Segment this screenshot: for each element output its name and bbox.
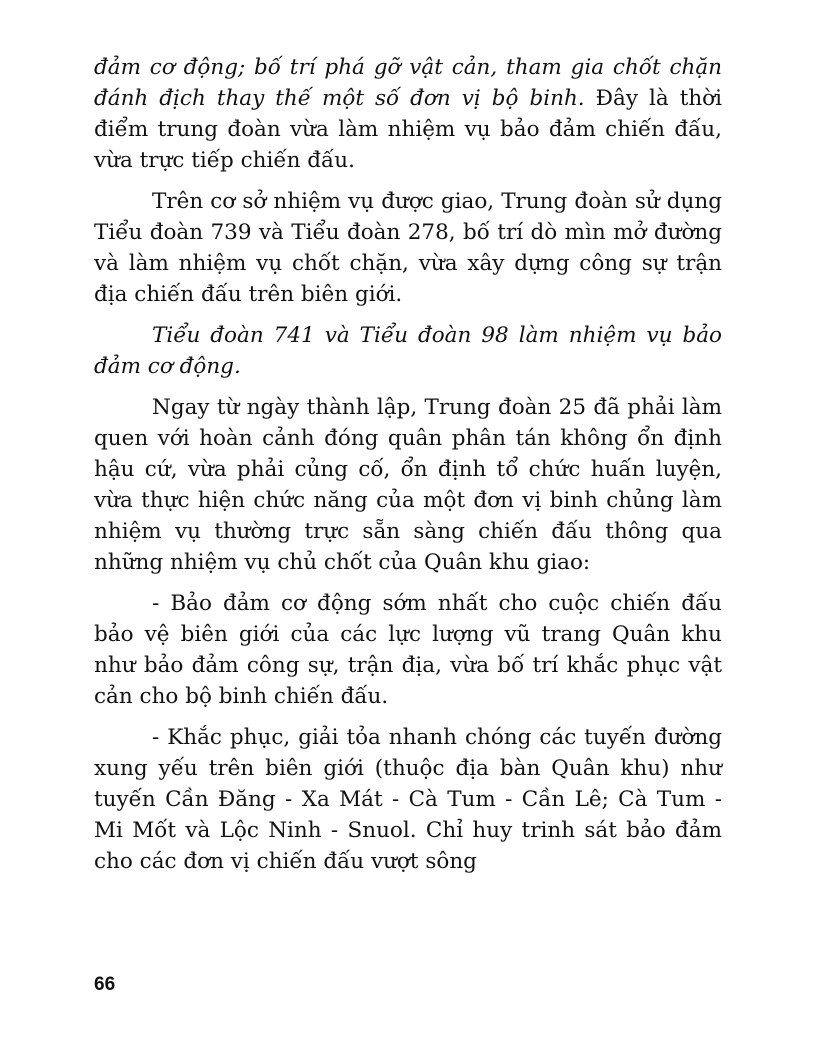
paragraph-bullet-routes: - Khắc phục, giải tỏa nhanh chóng các tuyến đường xung yếu trên biên giới (thuộc địa bàn Quân khu) như tuyến Cần Đăng - Xa Mát - Cà Tum - Cần Lê; Cà Tum - Mi Mốt và Lộc Ninh - Snuol. Chỉ huy trinh sát bảo đảm cho các đơn vị chiến đấu vượt sông [94, 725, 722, 874]
paragraph-bullet-mobility: - Bảo đảm cơ động sớm nhất cho cuộc chiến đấu bảo vệ biên giới của các lực lượng vũ trang Quân khu như bảo đảm công sự, trận địa, vừa bố trí khắc phục vật cản cho bộ binh chiến đấu. [94, 591, 722, 709]
page-number: 66 [94, 974, 116, 995]
paragraph-continuation-text: Đây là thời điểm trung đoàn vừa làm nhiệm vụ bảo đảm chiến đấu, vừa trực tiếp chiến đấu. [94, 86, 722, 173]
paragraph-regiment-tasks: Trên cơ sở nhiệm vụ được giao, Trung đoàn sử dụng Tiểu đoàn 739 và Tiểu đoàn 278, bố trí dò mìn mở đường và làm nhiệm vụ chốt chặn, vừa xây dựng công sự trận địa chiến đấu trên biên giới. [94, 189, 722, 307]
paragraph-battalion-italic: Tiểu đoàn 741 và Tiểu đoàn 98 làm nhiệm vụ bảo đảm cơ động. [94, 323, 722, 379]
paragraph-continuation-italic: đảm cơ động; bố trí phá gỡ vật cản, tham gia chốt chặn đánh địch thay thế một số đơn vị bộ binh. [94, 55, 722, 111]
page-body [94, 52, 722, 877]
paragraph-continuation [94, 52, 722, 176]
paragraph-founding: Ngay từ ngày thành lập, Trung đoàn 25 đã phải làm quen với hoàn cảnh đóng quân phân tán không ổn định hậu cứ, vừa phải củng cố, ổn định tổ chức huấn luyện, vừa thực hiện chức năng của một đơn vị binh chủng làm nhiệm vụ thường trực sẵn sàng chiến đấu thông qua những nhiệm vụ chủ chốt của Quân khu giao: [94, 395, 722, 575]
